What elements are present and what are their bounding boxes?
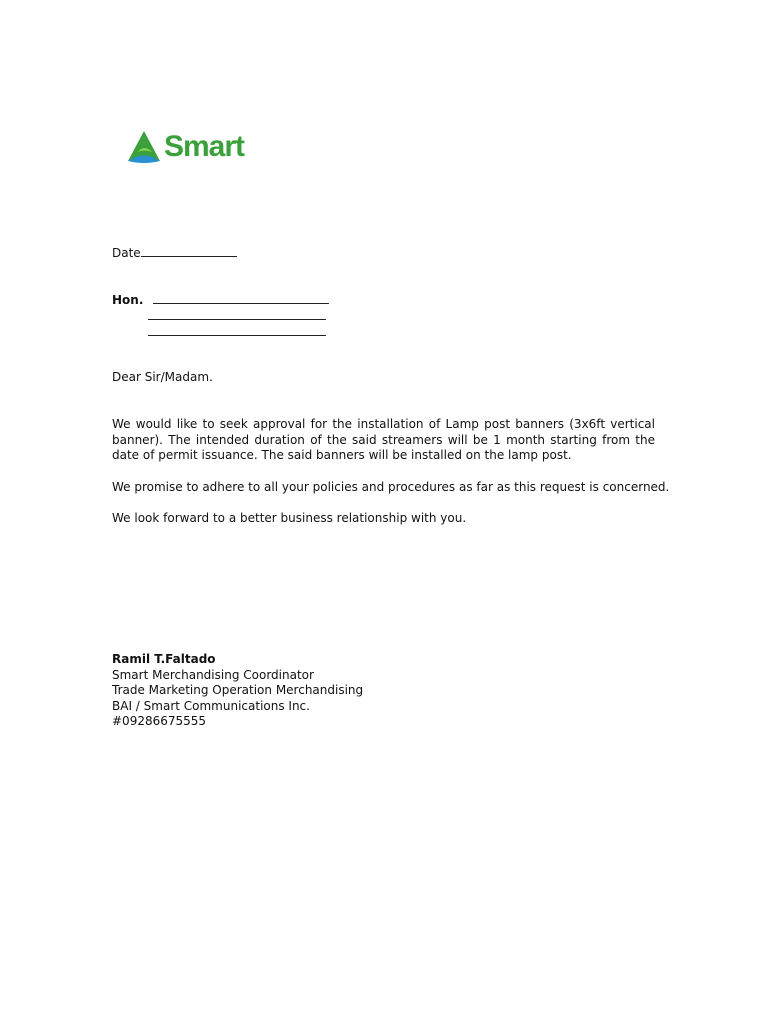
addressee-label: Hon. [112, 293, 144, 307]
body-paragraph-1: We would like to seek approval for the installation of Lamp post banners (3x6ft vertical banner). The intended duration of the said streamers will be 1 month starting from the date of permit issuance. The said banners will be installed on the lamp post. [112, 417, 655, 462]
addressee-line-2 [148, 308, 326, 324]
date-blank [141, 245, 237, 257]
body-paragraph-2: We promise to adhere to all your policies and procedures as far as this request is concerned. [112, 480, 670, 494]
smart-logo-text: Smart [164, 130, 245, 163]
signature-phone: #09286675555 [112, 714, 207, 728]
signature-title: Smart Merchandising Coordinator [112, 668, 314, 682]
addressee-line-3 [148, 324, 326, 340]
signature-department: Trade Marketing Operation Merchandising [112, 683, 364, 697]
addressee-line-1 [112, 292, 329, 308]
addressee-blank-2 [148, 308, 326, 320]
smart-triangle-icon [126, 130, 162, 164]
body-paragraph-3: We look forward to a better business relationship with you. [112, 511, 467, 525]
signature-company: BAI / Smart Communications Inc. [112, 699, 310, 713]
date-label: Date [112, 246, 141, 260]
salutation: Dear Sir/Madam. [112, 370, 213, 384]
smart-logo [126, 128, 250, 166]
signature-name: Ramil T.Faltado [112, 652, 216, 666]
date-line [112, 245, 237, 261]
addressee-blank-1 [153, 292, 329, 304]
addressee-blank-3 [148, 324, 326, 336]
